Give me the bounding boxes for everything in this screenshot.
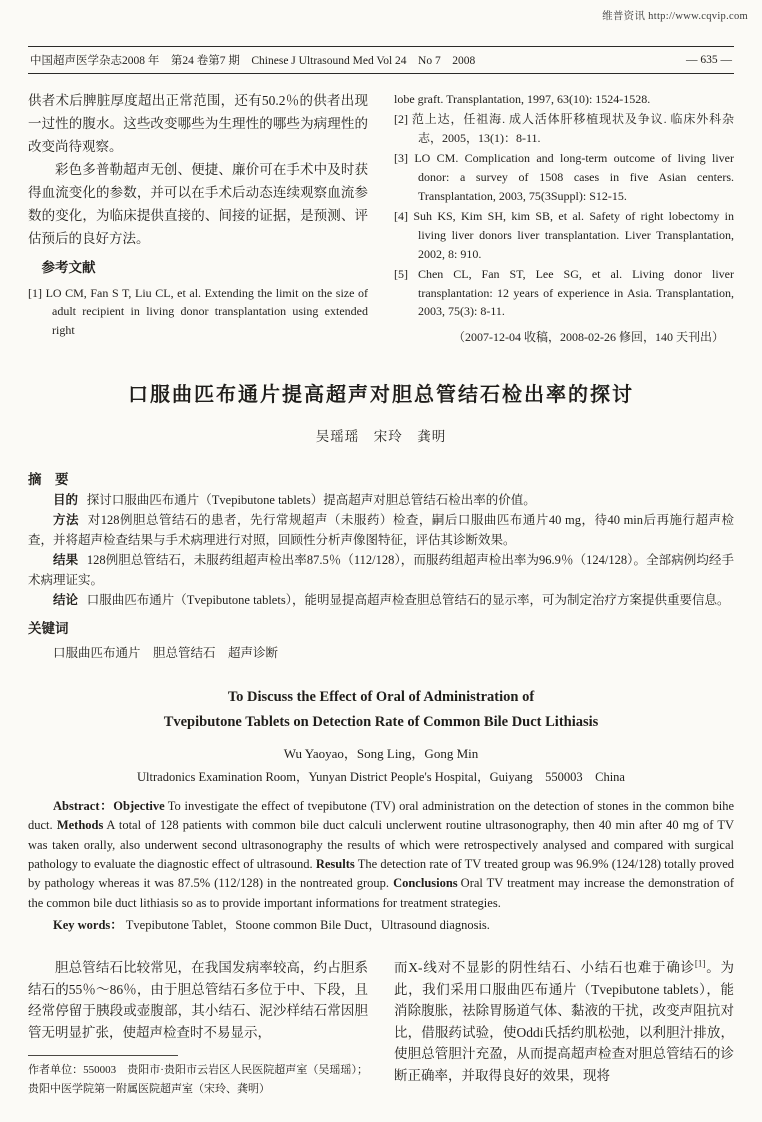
abstract-conclusion-text: 口服曲匹布通片（Tvepibutone tablets），能明显提高超声检查胆总管结石的显示率，可为制定治疗方案提供重要信息。 bbox=[86, 593, 730, 608]
abstract-results bbox=[28, 550, 734, 590]
english-abstract-conclusions-text: Oral TV treatment may increase the demonstration of the common bile duct lithiasis so as to provide important informations for treatment strategies. bbox=[28, 876, 734, 910]
keywords-heading: 关键词 bbox=[28, 621, 69, 637]
keywords-list: 口服曲匹布通片 胆总管结石 超声诊断 bbox=[53, 646, 279, 661]
cqvip-watermark: 维普资讯 http://www.cqvip.com bbox=[602, 11, 748, 22]
english-title bbox=[28, 685, 734, 736]
reference-item: [4] Suh KS, Kim SH, kim SB, et al. Safety of right lobectomy in living liver donors liver transplantation. Liver Transplantation, 2002, 8: 910. bbox=[394, 208, 734, 261]
abstract-objective-text: 探讨口服曲匹布通片（Tvepibutone tablets）提高超声对胆总管结石检出率的价值。 bbox=[86, 493, 536, 508]
abstract-conclusion-label: 结论 bbox=[53, 593, 79, 608]
english-abstract-objective-text: To investigate the effect of tvepibutone (TV) oral administration on the detection of stones in the common bihe duct. bbox=[28, 798, 735, 833]
body-right-column bbox=[394, 957, 734, 1099]
body-right-text-continued: 。为此，我们采用口服曲匹布通片（Tvepibutone tablets），能消除腹胀，祛除胃肠道气体、黏液的干扰，改变声阻抗对比，借服药试验，使Oddi氏括约肌松弛，以利胆汁排放，使胆总管胆汁充盈，从而提高超声检查对胆总管结石的诊断正确率，并取得良好的效果，现将 bbox=[394, 960, 735, 1083]
english-abstract-results-text: The detection rate of TV treated group was 96.9% (124/128) totally proved by pathology whereas it was 87.5% (112/128) in the nontreated group. bbox=[28, 856, 734, 891]
english-keywords-list: Tvepibutone Tablet，Stoone common Bile Duct，Ultrasound diagnosis. bbox=[125, 918, 490, 933]
english-keywords bbox=[28, 915, 734, 933]
abstract-conclusion bbox=[28, 590, 734, 610]
reference-item: [2] 范上达，任祖海. 成人活体肝移植现状及争议. 临床外科杂志，2005，13(1)：8-11. bbox=[394, 111, 734, 145]
abstract-results-label: 结果 bbox=[53, 553, 79, 568]
paragraph: 供者术后脾脏厚度超出正常范围，还有50.2％的供者出现一过性的腹水。这些改变哪些为生理性的哪些为病理性的改变尚待观察。 bbox=[28, 93, 368, 154]
english-abstract-results-label: Results bbox=[315, 856, 355, 871]
previous-article-right-column bbox=[394, 90, 734, 348]
english-abstract-objective-label: Abstract：Objective bbox=[53, 798, 165, 813]
english-abstract-methods-text: A total of 128 patients with common bile duct calculi unclerwent routine ultrasonography, then 40 min after 40 mg of TV was taken orally, also underwent second ultrasonography the results of which were retrospectively analysed and compared with surgical pathology to evaluate the diagnostic effect of ultrasound. bbox=[28, 818, 734, 871]
abstract-objective-label: 目的 bbox=[53, 493, 79, 508]
intro-paragraph-left: 胆总管结石比较常见，在我国发病率较高，约占胆系结石的55％～86％，由于胆总管结石多位于中、下段，且经常停留于胰段或壶腹部，其小结石、泥沙样结石常因胆管无明显扩张，使超声检查时不易显示， bbox=[28, 960, 368, 1040]
abstract-objective bbox=[28, 490, 734, 510]
english-title-line-1: To Discuss the Effect of Oral of Administration of bbox=[227, 689, 535, 706]
article-authors: 吴瑶瑶 宋玲 龚明 bbox=[315, 428, 447, 444]
reference-item: [1] LO CM, Fan S T, Liu CL, et al. Extending the limit on the size of adult recipient in living donor transplantation using extended right bbox=[28, 285, 368, 338]
received-revised-note: （2007-12-04 收稿，2008-02-26 修回，140 天刊出） bbox=[453, 330, 724, 345]
page-number: — 635 — bbox=[686, 54, 732, 66]
body-left-column bbox=[28, 957, 368, 1099]
references-heading: 参考文献 bbox=[41, 259, 96, 275]
journal-header bbox=[28, 46, 734, 74]
journal-title-line: 中国超声医学杂志2008 年 第24 卷第7 期 Chinese J Ultrasound Med Vol 24 No 7 2008 bbox=[30, 55, 476, 67]
article-title: 口服曲匹布通片提高超声对胆总管结石检出率的探讨 bbox=[128, 383, 634, 406]
footnote-divider bbox=[28, 1055, 178, 1056]
abstract-methods-label: 方法 bbox=[53, 513, 79, 528]
english-keywords-label: Key words： bbox=[53, 918, 123, 933]
english-title-line-2: Tvepibutone Tablets on Detection Rate of Common Bile Duct Lithiasis bbox=[163, 714, 599, 731]
english-abstract-methods-label: Methods bbox=[56, 818, 104, 833]
abstract-heading: 摘 要 bbox=[28, 471, 69, 487]
reference-item: [5] Chen CL, Fan ST, Lee SG, et al. Living donor liver transplantation: 12 years of experience in Asia. Transplantation, 2003, 75(3): 8-11. bbox=[394, 266, 734, 319]
paragraph: 彩色多普勒超声无创、便捷、廉价可在手术中及时获得血流变化的参数，并可以在手术后动态连续观察血流参数的变化，为临床提供直接的、间接的证据，是预测、评估预后的良好方法。 bbox=[28, 161, 368, 246]
article-body-section bbox=[28, 957, 734, 1099]
abstract-methods bbox=[28, 510, 734, 550]
english-abstract bbox=[28, 797, 734, 913]
citation-superscript: [1] bbox=[694, 958, 706, 969]
previous-article-left-column bbox=[28, 90, 368, 348]
chinese-abstract-section bbox=[28, 469, 734, 663]
author-affiliation: Ultradonics Examination Room，Yunyan District People's Hospital，Guiyang 550003 China bbox=[137, 769, 625, 784]
author-unit-footnote: 作者单位：550003 贵阳市·贵阳市云岩区人民医院超声室（吴瑶瑶）；贵阳中医学院第一附属医院超声室（宋玲、龚明） bbox=[28, 1064, 368, 1096]
english-authors: Wu Yaoyao，Song Ling，Gong Min bbox=[283, 745, 479, 761]
intro-paragraph-right bbox=[394, 957, 734, 1087]
previous-article-section bbox=[28, 90, 734, 348]
abstract-results-text: 128例胆总管结石，未服药组超声检出率87.5％（112/128），而服药组超声检出率为96.9％（124/128）。全部病例均经手术病理证实。 bbox=[28, 553, 734, 588]
reference-continuation: lobe graft. Transplantation, 1997, 63(10): 1524-1528. bbox=[394, 92, 651, 106]
body-right-text: 而X-线对不显影的阴性结石、小结石也难于确诊 bbox=[394, 960, 695, 976]
english-abstract-conclusions-label: Conclusions bbox=[393, 876, 458, 891]
abstract-methods-text: 对128例胆总管结石的患者，先行常规超声（未服药）检查，嗣后口服曲匹布通片40 mg，待40 min后再施行超声检查，并将超声检查结果与手术病理进行对照，回顾性分析声像图特征，评估其诊断效果。 bbox=[28, 513, 734, 548]
reference-item: [3] LO CM. Complication and long-term outcome of living liver donor: a survey of 1508 cases in five Asian centers. Transplantation, 2003, 75(3Suppl): S12-15. bbox=[394, 150, 734, 203]
